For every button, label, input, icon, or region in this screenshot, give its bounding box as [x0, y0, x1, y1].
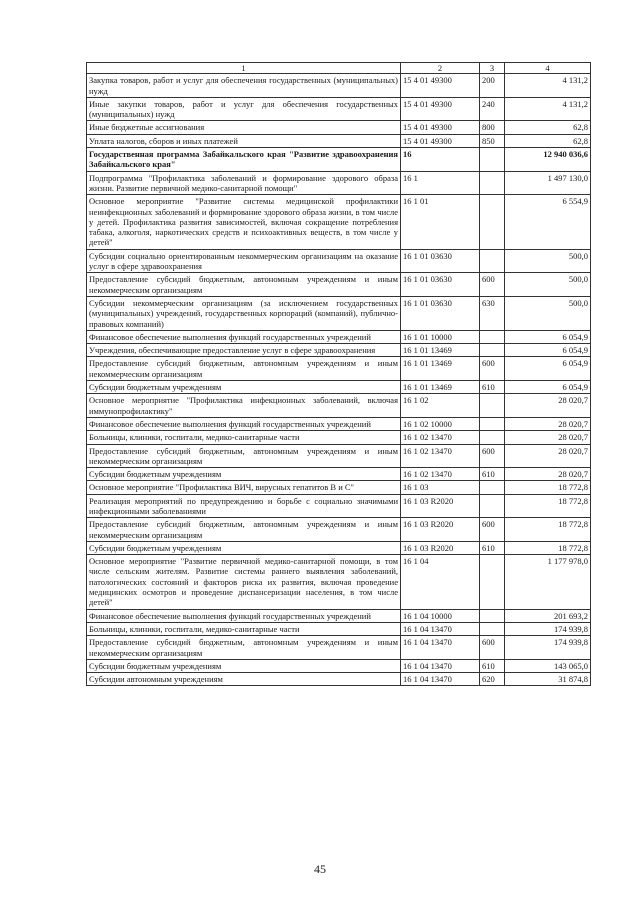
row-code: 16 1 01 13469 — [401, 344, 480, 357]
row-expense-type: 620 — [480, 673, 505, 686]
row-sum: 12 940 036,6 — [505, 148, 591, 172]
row-name: Субсидии некоммерческим организациям (за исключением государственных (муниципальных) учреждений, государственных корпораций (компаний), публично-правовых компаний) — [87, 296, 401, 330]
row-expense-type: 600 — [480, 357, 505, 381]
page-number: 45 — [314, 862, 326, 876]
table-row — [87, 417, 591, 430]
row-name: Учреждения, обеспечивающие предоставление услуг в сфере здравоохранения — [87, 344, 401, 357]
row-expense-type: 610 — [480, 381, 505, 394]
header-col-1: 1 — [87, 63, 401, 74]
row-code: 16 1 01 03630 — [401, 296, 480, 330]
table-row — [87, 296, 591, 330]
row-expense-type: 600 — [480, 518, 505, 542]
row-code: 16 1 02 — [401, 394, 480, 418]
row-code: 16 1 03 R2020 — [401, 518, 480, 542]
row-sum: 143 065,0 — [505, 659, 591, 672]
row-code: 16 1 01 13469 — [401, 357, 480, 381]
row-name: Закупка товаров, работ и услуг для обеспечения государственных (муниципальных) нужд — [87, 74, 401, 98]
row-expense-type: 610 — [480, 468, 505, 481]
row-expense-type — [480, 148, 505, 172]
row-expense-type — [480, 195, 505, 249]
row-sum: 500,0 — [505, 296, 591, 330]
row-expense-type — [480, 417, 505, 430]
table-row — [87, 431, 591, 444]
row-name: Субсидии автономным учреждениям — [87, 673, 401, 686]
row-name: Субсидии бюджетным учреждениям — [87, 659, 401, 672]
row-name: Иные бюджетные ассигнования — [87, 121, 401, 134]
row-code: 16 1 03 R2020 — [401, 494, 480, 518]
row-sum: 18 772,8 — [505, 494, 591, 518]
row-expense-type — [480, 344, 505, 357]
row-code: 16 1 03 R2020 — [401, 541, 480, 554]
table-row — [87, 673, 591, 686]
table-row — [87, 636, 591, 660]
row-sum: 4 131,2 — [505, 74, 591, 98]
row-name: Предоставление субсидий бюджетным, автономным учреждениям и иным некоммерческим организациям — [87, 444, 401, 468]
row-sum: 4 131,2 — [505, 97, 591, 121]
row-expense-type: 600 — [480, 444, 505, 468]
row-code: 15 4 01 49300 — [401, 134, 480, 147]
row-code: 16 1 01 — [401, 195, 480, 249]
table-row — [87, 249, 591, 273]
table-row — [87, 381, 591, 394]
row-sum: 174 939,8 — [505, 636, 591, 660]
row-code: 16 1 04 13470 — [401, 636, 480, 660]
table-row — [87, 468, 591, 481]
row-name: Финансовое обеспечение выполнения функций государственных учреждений — [87, 417, 401, 430]
row-code: 15 4 01 49300 — [401, 97, 480, 121]
row-sum: 6 554,9 — [505, 195, 591, 249]
table-row — [87, 171, 591, 195]
row-sum: 500,0 — [505, 249, 591, 273]
row-sum: 28 020,7 — [505, 444, 591, 468]
row-code: 16 1 01 10000 — [401, 330, 480, 343]
row-sum: 6 054,9 — [505, 381, 591, 394]
row-expense-type — [480, 609, 505, 622]
row-code: 16 1 04 — [401, 555, 480, 609]
row-sum: 500,0 — [505, 273, 591, 297]
row-name: Реализация мероприятий по предупреждению и борьбе с социально значимыми инфекционными заболеваниями — [87, 494, 401, 518]
header-col-4: 4 — [505, 63, 591, 74]
row-sum: 174 939,8 — [505, 622, 591, 635]
row-sum: 31 874,8 — [505, 673, 591, 686]
row-sum: 18 772,8 — [505, 518, 591, 542]
row-sum: 62,8 — [505, 134, 591, 147]
row-name: Больницы, клиники, госпитали, медико-санитарные части — [87, 622, 401, 635]
row-sum: 6 054,9 — [505, 357, 591, 381]
table-row — [87, 74, 591, 98]
row-sum: 6 054,9 — [505, 344, 591, 357]
table-row — [87, 273, 591, 297]
row-code: 16 1 02 10000 — [401, 417, 480, 430]
row-expense-type — [480, 494, 505, 518]
row-name: Субсидии социально ориентированным некоммерческим организациям на оказание услуг в сфере здравоохранения — [87, 249, 401, 273]
row-name: Предоставление субсидий бюджетным, автономным учреждениям и иным некоммерческим организациям — [87, 518, 401, 542]
row-sum: 1 497 130,0 — [505, 171, 591, 195]
row-name: Больницы, клиники, госпитали, медико-санитарные части — [87, 431, 401, 444]
row-name: Субсидии бюджетным учреждениям — [87, 541, 401, 554]
header-col-2: 2 — [401, 63, 480, 74]
row-sum: 18 772,8 — [505, 541, 591, 554]
table-row — [87, 148, 591, 172]
table-row — [87, 494, 591, 518]
row-expense-type — [480, 171, 505, 195]
table-row — [87, 609, 591, 622]
row-code: 16 1 04 13470 — [401, 659, 480, 672]
row-expense-type: 630 — [480, 296, 505, 330]
row-sum: 1 177 978,0 — [505, 555, 591, 609]
table-row — [87, 518, 591, 542]
row-name: Основное мероприятие "Развитие первичной медико-санитарной помощи, в том числе сельским жителям. Развитие системы раннего выявления заболеваний, патологических состояний и факторов риска их развития, включая проведение медицинских осмотров и проведение диспансеризации населения, в том числе детей" — [87, 555, 401, 609]
row-expense-type: 610 — [480, 659, 505, 672]
row-expense-type — [480, 622, 505, 635]
table-row — [87, 357, 591, 381]
table-row — [87, 134, 591, 147]
row-expense-type: 850 — [480, 134, 505, 147]
row-name: Основное мероприятие "Профилактика инфекционных заболеваний, включая иммунопрофилактику" — [87, 394, 401, 418]
row-expense-type — [480, 394, 505, 418]
row-name: Основное мероприятие "Развитие системы медицинской профилактики неинфекционных заболеваний и формирование здорового образа жизни, в том числе у детей. Профилактика развития зависимостей, включая сокращение потребления табака, алкоголя, наркотических средств и психоактивных веществ, в том числе у детей" — [87, 195, 401, 249]
table-row — [87, 622, 591, 635]
row-expense-type: 240 — [480, 97, 505, 121]
row-sum: 201 693,2 — [505, 609, 591, 622]
table-row — [87, 97, 591, 121]
row-sum: 6 054,9 — [505, 330, 591, 343]
row-expense-type: 200 — [480, 74, 505, 98]
row-expense-type — [480, 249, 505, 273]
row-code: 16 1 02 13470 — [401, 431, 480, 444]
row-name: Уплата налогов, сборов и иных платежей — [87, 134, 401, 147]
row-expense-type: 600 — [480, 273, 505, 297]
row-name: Государственная программа Забайкальского края "Развитие здравоохранения Забайкальского края" — [87, 148, 401, 172]
row-sum: 18 772,8 — [505, 481, 591, 494]
table-row — [87, 444, 591, 468]
row-code: 16 1 — [401, 171, 480, 195]
row-code: 16 1 04 10000 — [401, 609, 480, 622]
row-expense-type — [480, 431, 505, 444]
row-code: 16 1 02 13470 — [401, 444, 480, 468]
row-expense-type — [480, 330, 505, 343]
row-name: Субсидии бюджетным учреждениям — [87, 381, 401, 394]
row-name: Иные закупки товаров, работ и услуг для обеспечения государственных (муниципальных) нужд — [87, 97, 401, 121]
row-name: Основное мероприятие "Профилактика ВИЧ, вирусных гепатитов В и С" — [87, 481, 401, 494]
table-row — [87, 394, 591, 418]
row-code: 16 1 04 13470 — [401, 673, 480, 686]
table-row — [87, 330, 591, 343]
row-expense-type: 610 — [480, 541, 505, 554]
row-name: Субсидии бюджетным учреждениям — [87, 468, 401, 481]
header-col-3: 3 — [480, 63, 505, 74]
row-code: 15 4 01 49300 — [401, 74, 480, 98]
row-name: Финансовое обеспечение выполнения функций государственных учреждений — [87, 609, 401, 622]
table-row — [87, 659, 591, 672]
row-sum: 28 020,7 — [505, 431, 591, 444]
row-code: 16 1 01 03630 — [401, 273, 480, 297]
row-name: Предоставление субсидий бюджетным, автономным учреждениям и иным некоммерческим организациям — [87, 357, 401, 381]
row-expense-type — [480, 481, 505, 494]
row-sum: 28 020,7 — [505, 468, 591, 481]
row-code: 16 1 01 03630 — [401, 249, 480, 273]
row-expense-type — [480, 555, 505, 609]
table-row — [87, 195, 591, 249]
row-sum: 62,8 — [505, 121, 591, 134]
row-sum: 28 020,7 — [505, 417, 591, 430]
row-name: Предоставление субсидий бюджетным, автономным учреждениям и иным некоммерческим организациям — [87, 636, 401, 660]
row-name: Предоставление субсидий бюджетным, автономным учреждениям и иным некоммерческим организациям — [87, 273, 401, 297]
budget-table — [86, 62, 591, 686]
row-code: 16 1 01 13469 — [401, 381, 480, 394]
row-expense-type: 600 — [480, 636, 505, 660]
table-row — [87, 555, 591, 609]
table-header-row — [87, 63, 591, 74]
row-expense-type: 800 — [480, 121, 505, 134]
row-name: Подпрограмма "Профилактика заболеваний и формирование здорового образа жизни. Развитие первичной медико-санитарной помощи" — [87, 171, 401, 195]
row-code: 16 1 03 — [401, 481, 480, 494]
row-code: 16 1 02 13470 — [401, 468, 480, 481]
row-code: 16 1 04 13470 — [401, 622, 480, 635]
table-row — [87, 344, 591, 357]
table-row — [87, 481, 591, 494]
row-code: 15 4 01 49300 — [401, 121, 480, 134]
table-row — [87, 541, 591, 554]
row-sum: 28 020,7 — [505, 394, 591, 418]
row-code: 16 — [401, 148, 480, 172]
row-name: Финансовое обеспечение выполнения функций государственных учреждений — [87, 330, 401, 343]
table-row — [87, 121, 591, 134]
